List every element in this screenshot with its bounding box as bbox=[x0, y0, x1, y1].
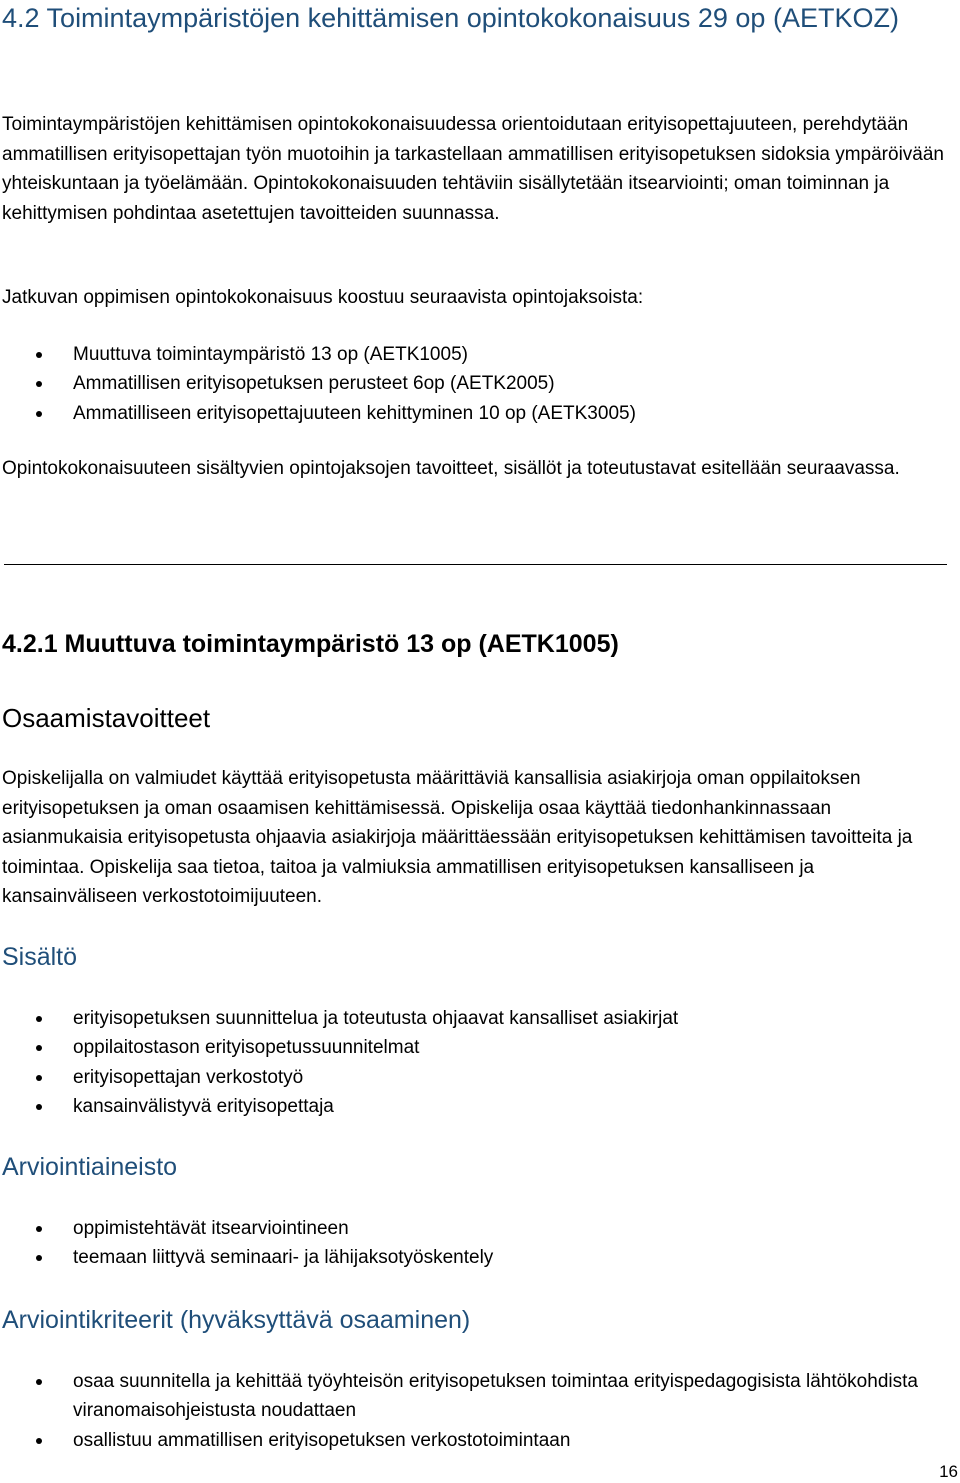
objectives-heading: Osaamistavoitteet bbox=[2, 703, 211, 733]
courses-lead: Jatkuvan oppimisen opintokokonaisuus koostuu seuraavista opintojaksoista: bbox=[2, 287, 644, 308]
content-heading: Sisältö bbox=[2, 943, 78, 971]
objectives-paragraph: Opiskelijalla on valmiudet käyttää erityisopetusta määrittäviä kansallisia asiakirjoja oman oppilaitoksen erityisopetuksen ja oman osaamisen kehittämisessä. Opiskelija osaa käyttää tiedonhankinnassaan asianmukaisia erityisopetusta ohjaavia asiakirjoja määrittäessään erityisopetuksen kehittämisen tavoitteita ja toimintaa. Opiskelija saa tietoa, taitoa ja valmiuksia ammatillisen erityisopetuksen kansalliseen ja kansainväliseen verkostotoimijuuteen. bbox=[2, 768, 913, 907]
intro-paragraph: Toimintaympäristöjen kehittämisen opintokokonaisuudessa orientoidutaan erityisopettajuuteen, perehdytään ammatillisen erityisopettajan työn muotoihin ja tarkastellaan ammatillisen erityisopetuksen sidoksia ympäröivään yhteiskuntaan ja työelämään. Opintokokonaisuuden tehtäviin sisällytetään itsearviointi; oman toiminnan ja kehittymisen pohdintaa asetettujen tavoitteiden suunnassa. bbox=[2, 114, 945, 224]
list-item: Ammatilliseen erityisopettajuuteen kehittyminen 10 op (AETK3005) bbox=[0, 399, 950, 428]
assessment-heading: Arviointiaineisto bbox=[2, 1153, 178, 1181]
assessment-list bbox=[0, 1214, 950, 1273]
list-item: osaa suunnitella ja kehittää työyhteisön erityisopetuksen toimintaa erityispedagogisista lähtökohdista viranomaisohjeistusta noudattaen bbox=[0, 1367, 950, 1426]
list-item: Ammatillisen erityisopetuksen perusteet 6op (AETK2005) bbox=[0, 369, 950, 398]
criteria-heading: Arviointikriteerit (hyväksyttävä osaaminen) bbox=[2, 1306, 471, 1334]
list-item: oppimistehtävät itsearviointineen bbox=[0, 1214, 950, 1243]
list-item: erityisopettajan verkostotyö bbox=[0, 1063, 950, 1092]
content-list bbox=[0, 1004, 950, 1121]
main-heading: 4.2 Toimintaympäristöjen kehittämisen opintokokonaisuus 29 op (AETKOZ) bbox=[2, 3, 899, 33]
list-item: oppilaitostason erityisopetussuunnitelmat bbox=[0, 1033, 950, 1062]
list-item: Muuttuva toimintaympäristö 13 op (AETK1005) bbox=[0, 340, 950, 369]
list-item: erityisopetuksen suunnittelua ja toteutusta ohjaavat kansalliset asiakirjat bbox=[0, 1004, 950, 1033]
page-number: 16 bbox=[939, 1462, 958, 1481]
section-divider bbox=[4, 564, 947, 565]
list-item: osallistuu ammatillisen erityisopetuksen verkostotoimintaan bbox=[0, 1426, 950, 1455]
course-title: 4.2.1 Muuttuva toimintaympäristö 13 op (AETK1005) bbox=[2, 630, 619, 658]
courses-list bbox=[0, 340, 950, 428]
criteria-list bbox=[0, 1367, 950, 1455]
list-item: teemaan liittyvä seminaari- ja lähijaksotyöskentely bbox=[0, 1243, 950, 1272]
list-item: kansainvälistyvä erityisopettaja bbox=[0, 1092, 950, 1121]
closing-paragraph: Opintokokonaisuuteen sisältyvien opintojaksojen tavoitteet, sisällöt ja toteutustavat esitellään seuraavassa. bbox=[2, 458, 900, 479]
